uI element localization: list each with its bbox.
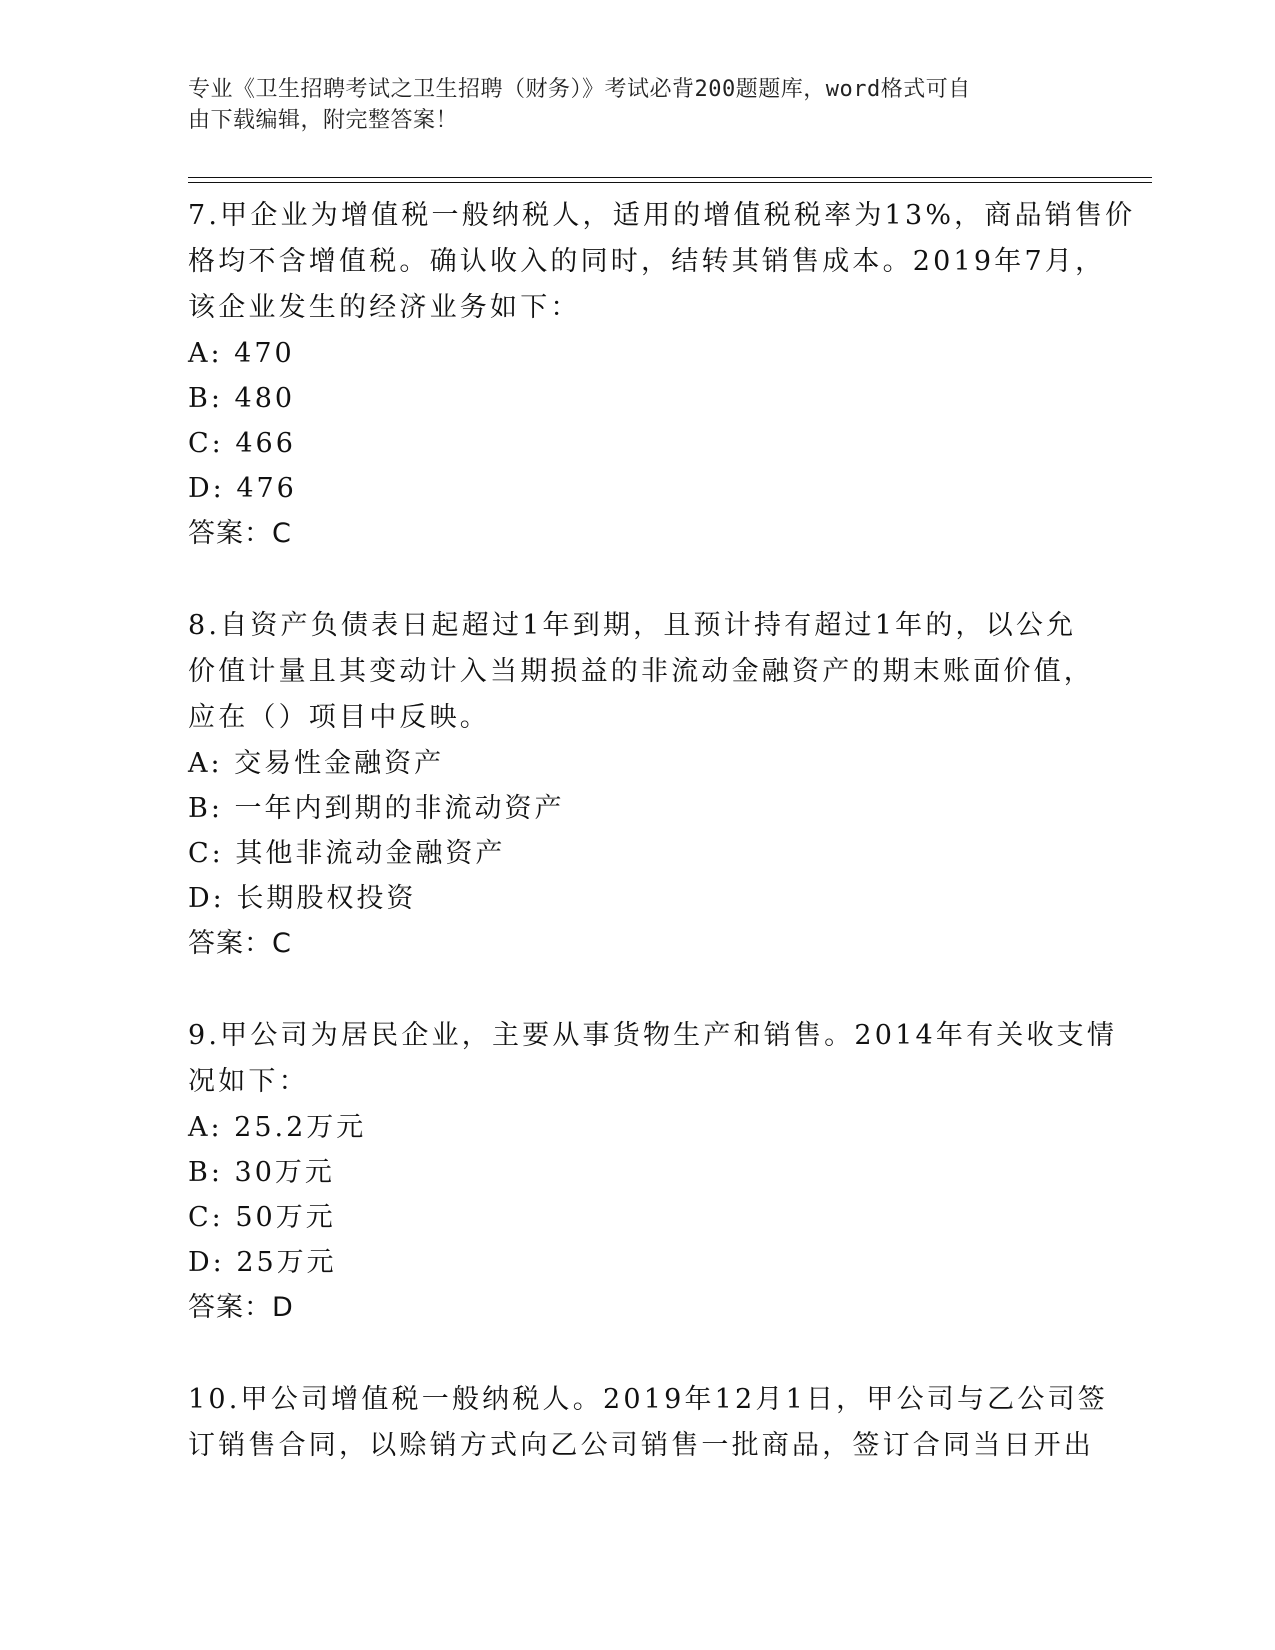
question-9 (188, 1013, 1128, 1331)
question-text: 况如下： (188, 1066, 309, 1097)
option-a: A: 25.2万元 (188, 1112, 367, 1143)
question-text: 应在（）项目中反映。 (188, 702, 490, 733)
answer: 答案：C (188, 928, 292, 959)
header-line: 专业《卫生招聘考试之卫生招聘（财务）》考试必背200题题库，word格式可自 (188, 77, 971, 102)
header-divider (188, 177, 1152, 178)
answer: 答案：C (188, 518, 292, 549)
option-a: A: 交易性金融资产 (188, 748, 445, 779)
question-text: 10.甲公司增值税一般纳税人。2019年12月1日，甲公司与乙公司签 (188, 1384, 1108, 1415)
question-8 (188, 603, 1128, 967)
question-text: 订销售合同，以赊销方式向乙公司销售一批商品，签订合同当日开出 (188, 1430, 1094, 1461)
option-d: D: 476 (188, 473, 297, 504)
question-list (188, 193, 1136, 1515)
option-c: C: 466 (188, 428, 296, 459)
question-text: 该企业发生的经济业务如下： (188, 292, 581, 323)
header-line: 由下载编辑，附完整答案！ (188, 108, 459, 133)
question-7 (188, 193, 1136, 557)
option-d: D: 长期股权投资 (188, 883, 417, 914)
option-b: B: 30万元 (188, 1157, 335, 1188)
question-text: 9.甲公司为居民企业，主要从事货物生产和销售。2014年有关收支情 (188, 1020, 1118, 1051)
option-b: B: 一年内到期的非流动资产 (188, 793, 565, 824)
option-a: A: 470 (188, 338, 295, 369)
option-d: D: 25万元 (188, 1247, 337, 1278)
option-c: C: 50万元 (188, 1202, 336, 1233)
question-text: 7.甲企业为增值税一般纳税人，适用的增值税税率为13%，商品销售价 (188, 200, 1136, 231)
question-text: 8.自资产负债表日起超过1年到期，且预计持有超过1年的，以公允 (188, 610, 1077, 641)
question-text: 格均不含增值税。确认收入的同时，结转其销售成本。2019年7月， (188, 246, 1106, 277)
question-text: 价值计量且其变动计入当期损益的非流动金融资产的期末账面价值， (188, 656, 1094, 687)
question-10 (188, 1377, 1128, 1469)
document-header (188, 74, 1068, 136)
option-c: C: 其他非流动金融资产 (188, 838, 506, 869)
answer: 答案：D (188, 1292, 294, 1323)
header-divider (188, 182, 1152, 183)
option-b: B: 480 (188, 383, 296, 414)
